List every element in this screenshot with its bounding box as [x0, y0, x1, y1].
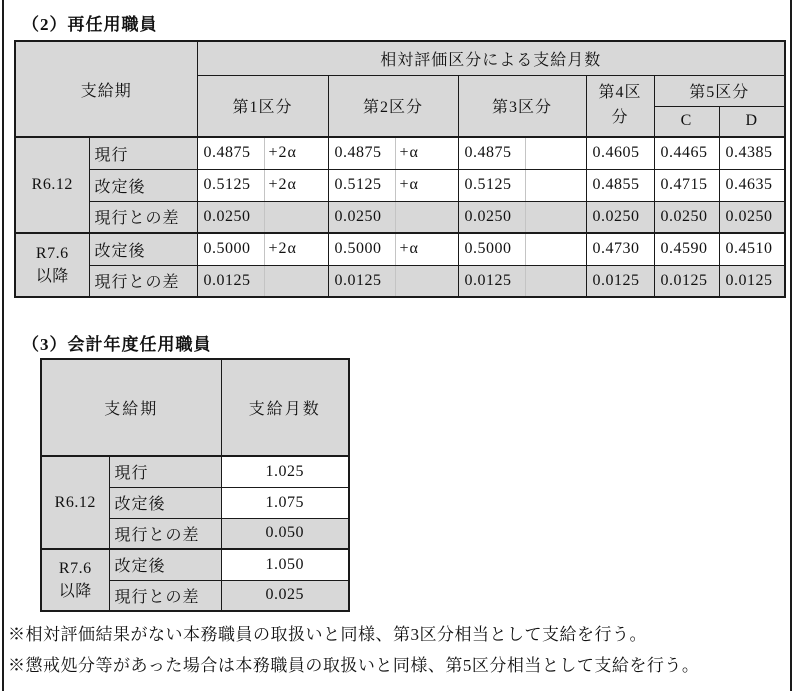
table1-row-r612-current: [15, 137, 785, 169]
page-border-right: [790, 0, 792, 691]
cell-k2-value: 0.5000: [328, 233, 395, 265]
header-kubun4-label: 第4区分: [598, 83, 642, 126]
table-fiscal-year-staff: [40, 358, 350, 612]
table-reemployed-staff: [14, 40, 786, 298]
cell-k5c-value: 0.4465: [654, 137, 719, 169]
page-border-left: [2, 0, 4, 691]
header-kubun3: 第3区分: [458, 75, 586, 137]
table1-row-r76-revised: [15, 233, 785, 265]
cell-row-label: 改定後: [109, 549, 221, 580]
cell-period-r612: R6.12: [41, 456, 109, 549]
cell-row-label: 改定後: [89, 233, 197, 265]
cell-row-label: 現行との差: [89, 201, 197, 233]
cell-row-label: 現行との差: [89, 265, 197, 297]
cell-k5c-value: 0.0125: [654, 265, 719, 297]
table1-row-r612-revised: [15, 169, 785, 201]
cell-period-r76: [41, 549, 109, 611]
cell-months-value: 1.025: [221, 456, 349, 487]
footnote-relative-evaluation: ※相対評価結果がない本務職員の取扱いと同様、第3区分相当として支給を行う。: [8, 625, 647, 644]
cell-period-r76: [15, 233, 89, 297]
period-line-1: R7.6: [58, 559, 92, 577]
header-kubun5-c: C: [654, 106, 719, 137]
cell-k5d-value: 0.4510: [719, 233, 785, 265]
section-title-reemployed: （2）再任用職員: [22, 15, 158, 34]
header-kubun1: 第1区分: [197, 75, 328, 137]
cell-k5c-value: 0.0250: [654, 201, 719, 233]
cell-k1-value: 0.4875: [197, 137, 264, 169]
cell-k4-value: 0.4730: [586, 233, 654, 265]
cell-k1-alpha: +2α: [264, 137, 328, 169]
cell-k3-value: 0.5000: [458, 233, 525, 265]
cell-k5d-value: 0.4385: [719, 137, 785, 169]
table2-row-r612-current: [41, 456, 349, 487]
cell-k2-value: 0.0250: [328, 201, 395, 233]
header-payment-period: 支給期: [41, 359, 221, 456]
header-kubun2: 第2区分: [328, 75, 458, 137]
period-line-2: 以降: [35, 267, 69, 285]
cell-k5d-value: 0.0125: [719, 265, 785, 297]
table1-row-r612-difference: [15, 201, 785, 233]
cell-k5d-value: 0.4635: [719, 169, 785, 201]
cell-k4-value: 0.4605: [586, 137, 654, 169]
header-kubun5-d: D: [719, 106, 785, 137]
cell-k3-value: 0.0125: [458, 265, 525, 297]
cell-k2-alpha: +α: [395, 169, 458, 201]
header-kubun5: 第5区分: [654, 75, 785, 106]
cell-k3-value: 0.5125: [458, 169, 525, 201]
cell-row-label: 現行との差: [109, 518, 221, 549]
cell-k4-value: 0.0125: [586, 265, 654, 297]
cell-k5c-value: 0.4715: [654, 169, 719, 201]
cell-months-value: 0.050: [221, 518, 349, 549]
cell-k2-alpha: [395, 201, 458, 233]
cell-k1-alpha: [264, 201, 328, 233]
cell-k3-value: 0.4875: [458, 137, 525, 169]
table2-row-r76-revised: [41, 549, 349, 580]
header-relative-evaluation-span: 相対評価区分による支給月数: [197, 41, 785, 75]
cell-k1-alpha: +2α: [264, 169, 328, 201]
cell-k2-value: 0.4875: [328, 137, 395, 169]
cell-k1-value: 0.0125: [197, 265, 264, 297]
cell-k5d-value: 0.0250: [719, 201, 785, 233]
cell-months-value: 1.050: [221, 549, 349, 580]
footnote-disciplinary-action: ※懲戒処分等があった場合は本務職員の取扱いと同様、第5区分相当として支給を行う。: [8, 656, 700, 675]
cell-k4-value: 0.0250: [586, 201, 654, 233]
cell-k2-value: 0.5125: [328, 169, 395, 201]
cell-k3-alpha: [525, 169, 586, 201]
header-kubun4: [586, 75, 654, 137]
cell-k5c-value: 0.4590: [654, 233, 719, 265]
table1-header-row-1: [15, 41, 785, 75]
cell-row-label: 改定後: [89, 169, 197, 201]
cell-row-label: 現行: [109, 456, 221, 487]
cell-k1-value: 0.5125: [197, 169, 264, 201]
cell-k3-alpha: [525, 137, 586, 169]
cell-period-r612: R6.12: [15, 137, 89, 233]
cell-k2-alpha: [395, 265, 458, 297]
table2-header-row: [41, 359, 349, 456]
cell-k1-alpha: [264, 265, 328, 297]
cell-k3-alpha: [525, 233, 586, 265]
cell-k2-value: 0.0125: [328, 265, 395, 297]
cell-k1-alpha: +2α: [264, 233, 328, 265]
table1-row-r76-difference: [15, 265, 785, 297]
cell-k3-alpha: [525, 201, 586, 233]
cell-row-label: 現行: [89, 137, 197, 169]
cell-row-label: 改定後: [109, 487, 221, 518]
cell-k3-alpha: [525, 265, 586, 297]
cell-months-value: 1.075: [221, 487, 349, 518]
cell-k4-value: 0.4855: [586, 169, 654, 201]
cell-k1-value: 0.5000: [197, 233, 264, 265]
period-line-1: R7.6: [35, 244, 69, 262]
cell-k1-value: 0.0250: [197, 201, 264, 233]
cell-k3-value: 0.0250: [458, 201, 525, 233]
cell-months-value: 0.025: [221, 580, 349, 611]
section-title-fiscal-year: （3）会計年度任用職員: [22, 335, 212, 354]
cell-k2-alpha: +α: [395, 137, 458, 169]
header-payment-period: 支給期: [15, 41, 197, 137]
cell-row-label: 現行との差: [109, 580, 221, 611]
header-payment-months: 支給月数: [221, 359, 349, 456]
cell-k2-alpha: +α: [395, 233, 458, 265]
period-line-2: 以降: [58, 582, 92, 600]
